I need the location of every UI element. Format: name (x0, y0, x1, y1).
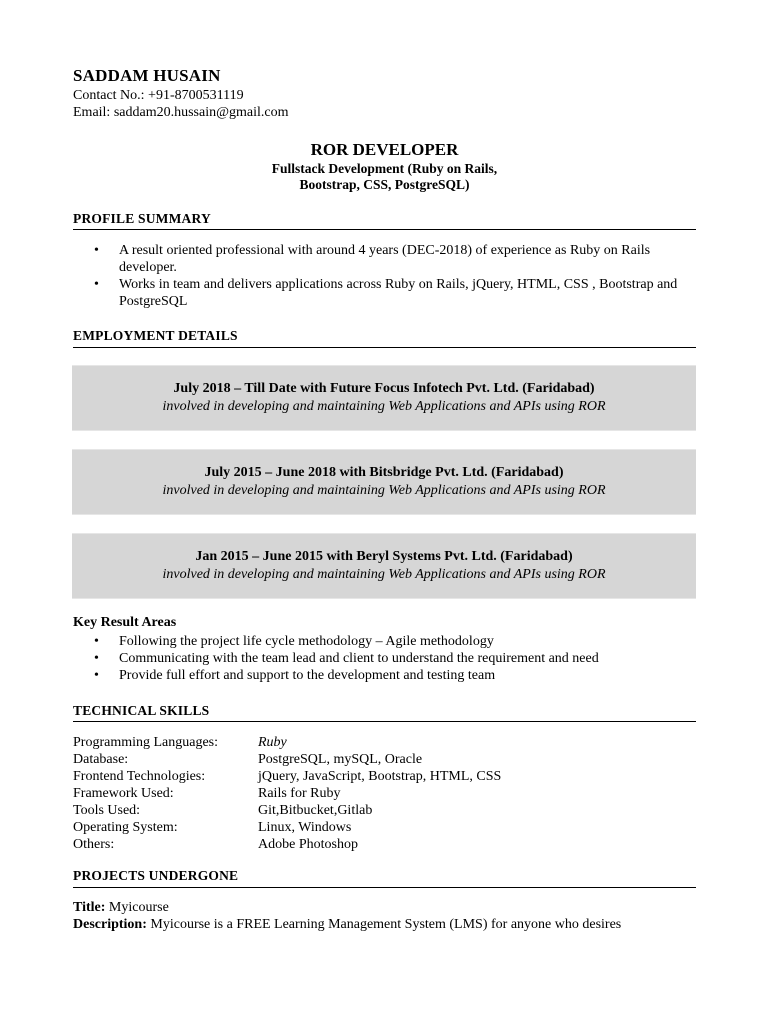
project-title-value: Myicourse (108, 900, 169, 915)
skill-label: Frontend Technologies: (73, 769, 206, 784)
skill-label: Framework Used: (73, 786, 174, 801)
skill-value: jQuery, JavaScript, Bootstrap, HTML, CSS (258, 769, 502, 784)
list-item: • A result oriented professional with around 4 years (DEC-2018) of experience as Ruby on Rails developer. (73, 242, 696, 276)
contact-phone: Contact No.: +91-8700531119 (73, 88, 244, 103)
skill-row (73, 734, 501, 751)
key-result-areas-list (73, 633, 696, 684)
key-result-areas-heading: Key Result Areas (73, 615, 177, 630)
skill-value: Git,Bitbucket,Gitlab (258, 803, 373, 818)
role-stack (73, 161, 696, 193)
job-card (72, 365, 696, 431)
skill-row (73, 785, 501, 802)
skill-row (73, 751, 501, 768)
role-title: ROR DEVELOPER (310, 140, 459, 159)
section-divider (73, 721, 696, 722)
contact-block (73, 87, 288, 121)
job-description: involved in developing and maintaining Web Applications and APIs using ROR (162, 483, 606, 498)
skill-value: Ruby (258, 735, 287, 750)
candidate-name: SADDAM HUSAIN (73, 66, 221, 85)
skill-row (73, 802, 501, 819)
skill-label: Programming Languages: (73, 735, 219, 750)
project-description-label: Description: (73, 917, 147, 932)
role-stack-line-1: Fullstack Development (Ruby on Rails, (271, 161, 498, 176)
skill-label: Database: (73, 752, 129, 767)
section-divider (73, 347, 696, 348)
section-divider (73, 229, 696, 230)
projects-heading: PROJECTS UNDERGONE (73, 868, 239, 883)
section-divider (73, 887, 696, 888)
project-description-value: Myicourse is a FREE Learning Management System (LMS) for anyone who desires (150, 917, 622, 932)
job-title: July 2018 – Till Date with Future Focus Infotech Pvt. Ltd. (Faridabad) (173, 381, 595, 396)
project-description-line (73, 916, 621, 933)
list-item: • Communicating with the team lead and client to understand the requirement and need (73, 650, 696, 667)
list-item: • Works in team and delivers applications across Ruby on Rails, jQuery, HTML, CSS , Bootstrap and PostgreSQL (73, 276, 696, 310)
skill-row (73, 768, 501, 785)
job-card (72, 533, 696, 599)
project-entry (73, 899, 621, 933)
list-item: • Following the project life cycle methodology – Agile methodology (73, 633, 696, 650)
list-item: • Provide full effort and support to the development and testing team (73, 667, 696, 684)
profile-summary-heading: PROFILE SUMMARY (73, 211, 211, 226)
skill-row (73, 836, 501, 853)
skill-value: Adobe Photoshop (258, 837, 358, 852)
project-title-line (73, 899, 621, 916)
skill-row (73, 819, 501, 836)
contact-email: Email: saddam20.hussain@gmail.com (73, 105, 289, 120)
job-title: July 2015 – June 2018 with Bitsbridge Pvt. Ltd. (Faridabad) (204, 465, 564, 480)
profile-summary-list (73, 242, 696, 310)
technical-skills-heading: TECHNICAL SKILLS (73, 703, 210, 718)
job-card (72, 449, 696, 515)
employment-heading: EMPLOYMENT DETAILS (73, 328, 238, 343)
skill-value: Linux, Windows (258, 820, 352, 835)
project-title-label: Title: (73, 900, 106, 915)
skill-label: Others: (73, 837, 115, 852)
skill-label: Operating System: (73, 820, 178, 835)
skills-table (73, 734, 501, 853)
skill-value: PostgreSQL, mySQL, Oracle (258, 752, 423, 767)
skill-label: Tools Used: (73, 803, 141, 818)
job-description: involved in developing and maintaining Web Applications and APIs using ROR (162, 567, 606, 582)
job-title: Jan 2015 – June 2015 with Beryl Systems Pvt. Ltd. (Faridabad) (195, 549, 573, 564)
role-stack-line-2: Bootstrap, CSS, PostgreSQL) (299, 177, 470, 192)
job-description: involved in developing and maintaining Web Applications and APIs using ROR (162, 399, 606, 414)
skill-value: Rails for Ruby (258, 786, 341, 801)
